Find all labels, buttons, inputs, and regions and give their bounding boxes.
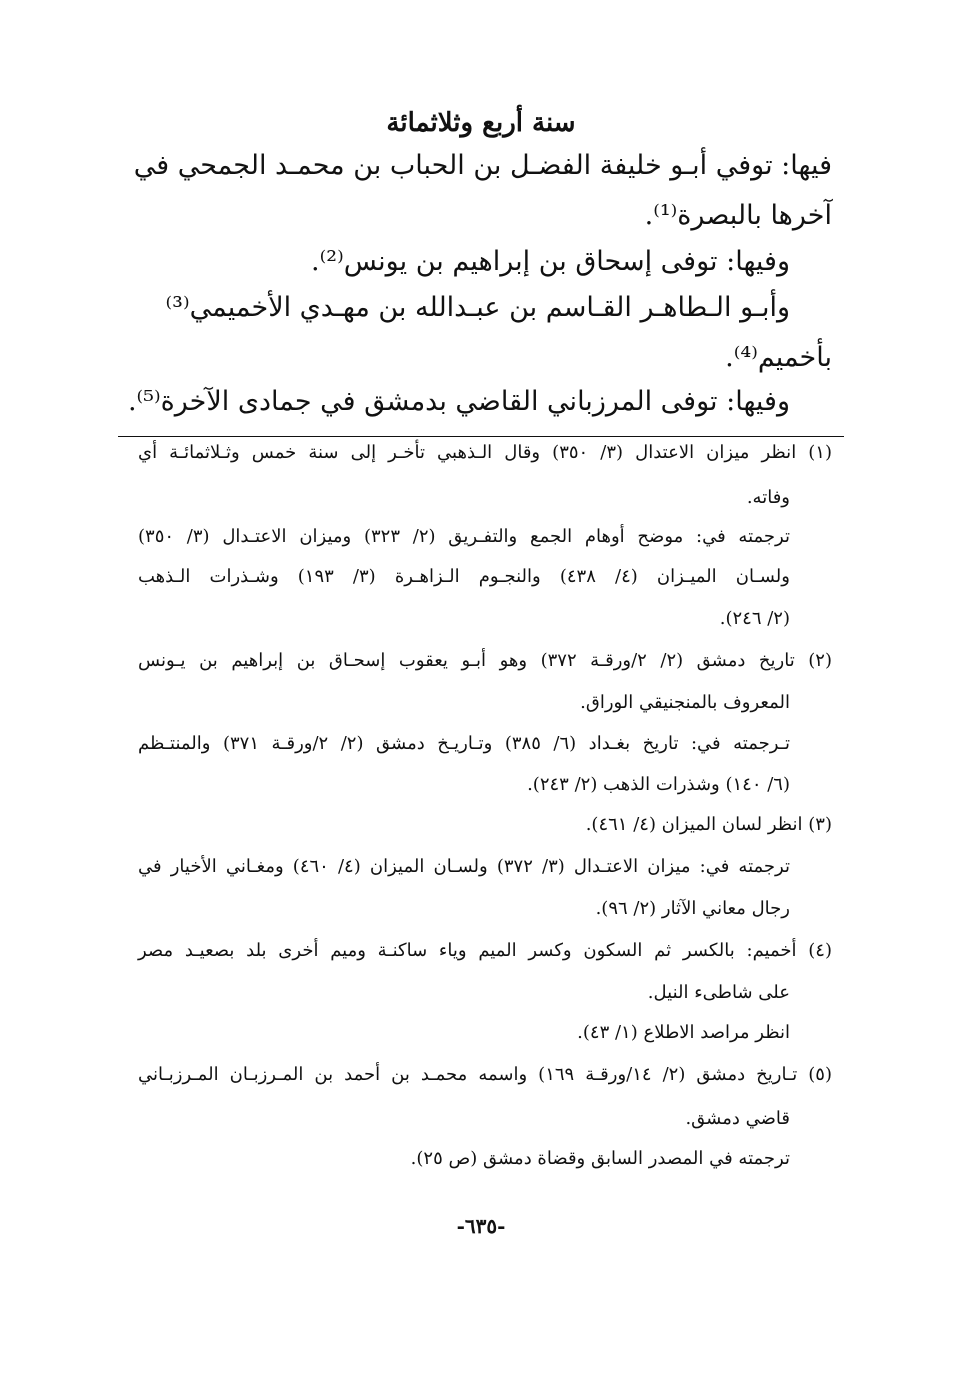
footnote-line: (٦/ ١٤٠) وشذرات الذهب (٢/ ٢٤٣). xyxy=(527,774,790,795)
footnote-line: ولسـان الميـزان (٤/ ٤٣٨) والنجـوم الـزاهـرة (٣/ ١٩٣) وشـذرات الـذهب xyxy=(138,566,790,587)
footnote-line: (٢) تاريخ دمشق (٢/ ٢/ورقـة ٣٧٢) وهو أبـو يعقوب إسحـاق بن إبراهيم بن يـونس xyxy=(138,650,832,671)
footnote-line: ترجمته في المصدر السابق وقضاة دمشق (ص ٢٥). xyxy=(410,1148,790,1169)
footnote-line: (١) انظر ميزان الاعتدال (٣/ ٣٥٠) وقال الـذهبي تأخـر إلى سنة خمس وثـلاثمائـة أي xyxy=(138,442,832,463)
footnote-divider xyxy=(118,436,844,437)
footnote-line: (٤) أخميم: بالكسر ثم السكون وكسر الميم وياء ساكنـة وميم أخرى بلد بصعيـد مصر xyxy=(138,940,832,961)
footnote-line: ترجمته في: ميزان الاعتـدال (٣/ ٣٧٢) ولسـان الميزان (٤/ ٤٦٠) ومغـاني الأخيار في xyxy=(138,856,790,877)
footnote-line: ترجمته في: موضح أوهام الجمع والتفـريق (٢/ ٣٢٣) وميزان الاعتـدال (٣/ ٣٥٠) xyxy=(138,526,790,547)
footnote-line: (٢/ ٢٤٦). xyxy=(719,608,790,629)
footnote-line: المعروف بالمنجنيقي الوراق. xyxy=(580,692,790,713)
page-title: سنة أربع وثلاثمائة xyxy=(386,108,576,138)
footnote-line: رجال معاني الآثار (٢/ ٩٦). xyxy=(595,898,790,919)
main-text-line: آخرها بالبصرة⁽¹⁾. xyxy=(644,200,832,231)
main-text-line: فيها: توفي أبـو خليفة الفضـل بن الحباب بن محمـد الجمحي في xyxy=(133,150,832,181)
footnote-line: (٥) تـاريخ دمشق (٢/ ١٤/ورقـة ١٦٩) واسمه محمـد بن أحمد بن المـرزبـان المـرزبـاني xyxy=(138,1064,832,1085)
footnote-line: انظر مراصد الاطلاع (١/ ٤٣). xyxy=(577,1022,790,1043)
footnote-line: تـرجمته في: تاريخ بغـداد (٦/ ٣٨٥) وتـاريـخ دمشق (٢/ ٢/ورقـة ٣٧١) والمنتـظم xyxy=(138,733,790,754)
footnote-line: وفاته. xyxy=(746,487,790,508)
main-text-line: وأبـو الـطاهـر القـاسم بن عبـدالله بن مهـدي الأخميمي⁽³⁾ xyxy=(165,292,790,323)
footnote-line: على شاطىء النيل. xyxy=(647,982,790,1003)
main-text-line: وفيها: توفى إسحاق بن إبراهيم بن يونس⁽²⁾. xyxy=(311,246,790,277)
main-text-line: وفيها: توفى المرزباني القاضي بدمشق في جمادى الآخرة⁽⁵⁾. xyxy=(127,386,790,417)
footnote-line: قاضي دمشق. xyxy=(685,1108,790,1129)
page-number: -٦٣٥- xyxy=(456,1214,506,1238)
main-text-line: بأخميم⁽⁴⁾. xyxy=(725,342,832,373)
footnote-line: (٣) انظر لسان الميزان (٤/ ٤٦١). xyxy=(585,814,832,835)
